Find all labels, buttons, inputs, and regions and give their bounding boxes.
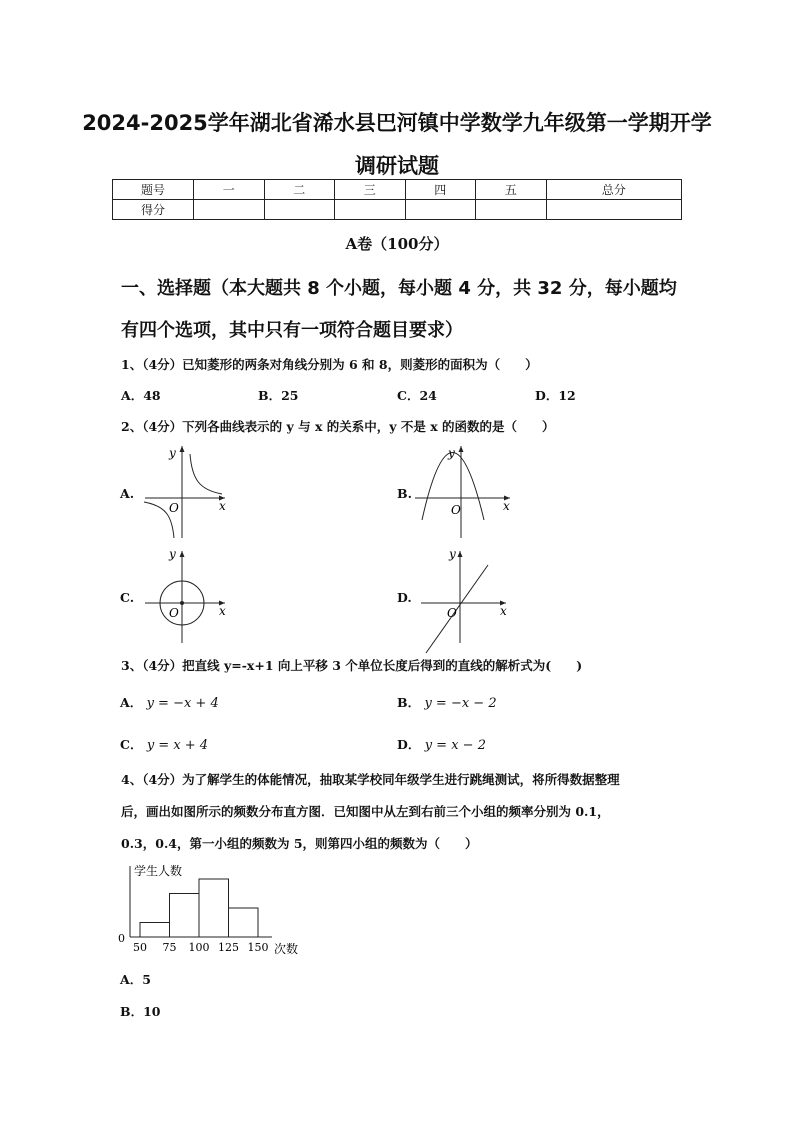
histogram-tick-label: 125	[218, 941, 239, 954]
option-expression: y = −x − 2	[424, 696, 497, 711]
histogram-tick-label: 75	[162, 941, 177, 954]
q1-option-d[interactable]	[535, 386, 576, 404]
x-axis-label: x	[219, 499, 226, 513]
q2-graph-a	[140, 440, 235, 540]
score-cell: 五	[476, 180, 547, 200]
option-value: 10	[143, 1004, 161, 1019]
score-input-cell[interactable]	[194, 200, 265, 220]
option-value: 48	[143, 388, 161, 403]
q2-option-b[interactable]: B.	[397, 486, 412, 501]
option-letter: B．	[120, 1004, 144, 1019]
option-value: 5	[142, 972, 151, 987]
option-letter: D．	[397, 737, 421, 752]
histogram-tick-label: 100	[188, 941, 210, 954]
score-cell: 四	[405, 180, 476, 200]
question-4-text-line3: 0.3，0.4，第一小组的频数为 5，则第四小组的频数为（ ）	[121, 836, 478, 851]
q3-option-a[interactable]	[120, 693, 219, 711]
option-letter: A．	[120, 695, 143, 710]
option-expression: y = −x + 4	[146, 696, 219, 711]
q1-option-b[interactable]	[258, 386, 298, 404]
score-table	[112, 179, 682, 220]
histogram-origin-label: 0	[118, 932, 125, 945]
score-cell: 总分	[546, 180, 682, 200]
question-3-text: 3、（4分）把直线 y=-x+1 向上平移 3 个单位长度后得到的直线的解析式为( )	[121, 658, 583, 673]
histogram-bar	[229, 908, 259, 937]
exam-title-line1: 2024-2025学年湖北省浠水县巴河镇中学数学九年级第一学期开学	[82, 111, 712, 135]
question-4-text-line1: 4、（4分）为了解学生的体能情况，抽取某学校同年级学生进行跳绳测试，将所得数据整理	[121, 772, 620, 787]
frequency-histogram	[112, 858, 312, 958]
histogram-xlabel: 次数	[274, 942, 299, 956]
option-letter: B．	[258, 388, 282, 403]
section-heading-line2: 有四个选项，其中只有一项符合题目要求）	[121, 320, 463, 341]
volume-label: A卷（100分）	[345, 235, 449, 253]
score-cell: 题号	[113, 180, 194, 200]
section-heading-line1: 一、选择题（本大题共 8 个小题，每小题 4 分，共 32 分，每小题均	[121, 278, 677, 299]
question-2-text: 2、（4分）下列各曲线表示的 y 与 x 的关系中，y 不是 x 的函数的是（ ）	[121, 419, 555, 434]
option-value: 25	[281, 388, 299, 403]
origin-label: O	[169, 501, 179, 515]
q2-option-c[interactable]: C.	[120, 590, 135, 605]
histogram-bar	[170, 894, 200, 938]
option-letter: A．	[121, 388, 144, 403]
y-axis-label: y	[169, 446, 176, 460]
q3-option-c[interactable]	[120, 735, 208, 753]
score-input-cell[interactable]	[405, 200, 476, 220]
q3-option-b[interactable]	[397, 693, 497, 711]
option-letter: C．	[397, 388, 420, 403]
option-letter: C．	[120, 737, 143, 752]
x-axis-label: x	[219, 604, 226, 618]
question-4-text-line2: 后，画出如图所示的频数分布直方图．已知图中从左到右前三个小组的频率分别为 0.1，	[121, 804, 610, 819]
q3-option-d[interactable]	[397, 735, 486, 753]
x-axis-label: x	[503, 499, 510, 513]
y-axis-label: y	[169, 547, 176, 561]
score-input-cell[interactable]	[264, 200, 335, 220]
histogram-tick-label: 150	[247, 941, 269, 954]
score-input-cell[interactable]	[476, 200, 547, 220]
score-cell: 得分	[113, 200, 194, 220]
option-letter: D．	[535, 388, 559, 403]
option-letter: A．	[120, 972, 143, 987]
x-axis-label: x	[500, 604, 507, 618]
histogram-bar	[199, 879, 229, 937]
histogram-tick-label: 50	[133, 941, 147, 954]
q2-option-d[interactable]: D.	[397, 590, 412, 605]
q1-option-a[interactable]	[121, 386, 161, 404]
q2-option-a[interactable]: A.	[120, 486, 135, 501]
origin-label: O	[169, 606, 179, 620]
option-value: 24	[419, 388, 437, 403]
question-1-text: 1、（4分）已知菱形的两条对角线分别为 6 和 8，则菱形的面积为（ ）	[121, 357, 538, 372]
score-input-cell[interactable]	[335, 200, 406, 220]
q2-graph-b	[412, 440, 517, 540]
option-letter: B．	[397, 695, 421, 710]
q4-option-a[interactable]	[120, 970, 151, 988]
histogram-ylabel: 学生人数	[134, 864, 183, 878]
y-axis-label: y	[448, 446, 455, 460]
q2-graph-c	[140, 545, 235, 645]
score-table-score-row	[113, 200, 682, 220]
option-expression: y = x − 2	[424, 738, 486, 753]
option-expression: y = x + 4	[146, 738, 209, 753]
origin-label: O	[447, 606, 457, 620]
score-input-cell[interactable]	[546, 200, 682, 220]
exam-title-line2: 调研试题	[355, 154, 439, 178]
histogram-bar	[140, 923, 170, 938]
score-cell: 三	[335, 180, 406, 200]
q1-option-c[interactable]	[397, 386, 437, 404]
score-table-header-row	[113, 180, 682, 200]
q4-option-b[interactable]	[120, 1002, 160, 1020]
y-axis-label: y	[449, 547, 456, 561]
q2-graph-d	[418, 545, 513, 645]
option-value: 12	[558, 388, 576, 403]
origin-label: O	[451, 503, 461, 517]
score-cell: 二	[264, 180, 335, 200]
score-cell: 一	[194, 180, 265, 200]
